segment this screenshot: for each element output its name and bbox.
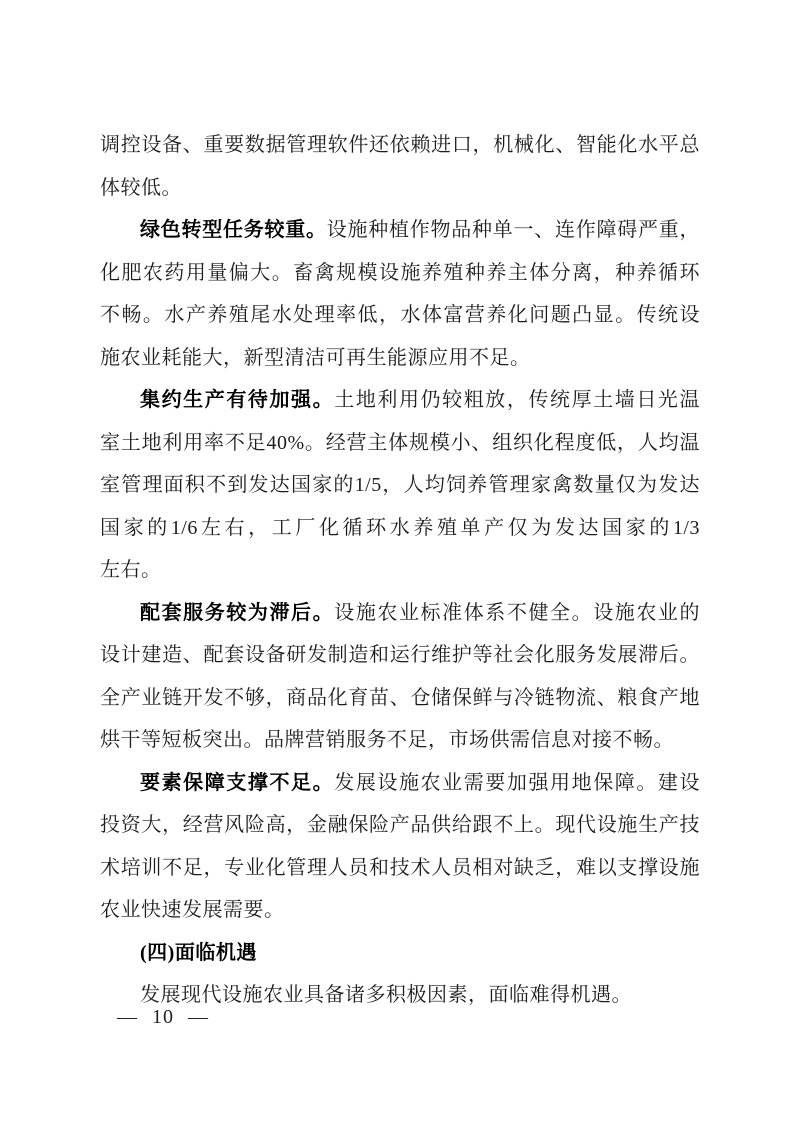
text-line: 配套服务较为滞后。设施农业标准体系不健全。设施农业的 [140,601,701,624]
text-line: 术培训不足，专业化管理人员和技术人员相对缺乏，难以支撑设施 [100,856,700,879]
text-line: 室土地利用率不足40%。经营主体规模小、组织化程度低，人均温 [100,431,700,454]
paragraph-green-transition [100,209,700,379]
text-line: 全产业链开发不够，商品化育苗、仓储保鲜与冷链物流、粮食产地 [100,686,700,709]
section-heading-opportunities [100,932,700,975]
text-line: (四)面临机遇 [140,941,257,964]
text-line: 施农业耗能大，新型清洁可再生能源应用不足。 [100,346,531,369]
paragraph-supporting-services [100,592,700,762]
text-line: 国家的1/6左右，工厂化循环水养殖单产仅为发达国家的1/3 [100,516,700,539]
text-line: 绿色转型任务较重。设施种植作物品种单一、连作障碍严重， [140,219,700,241]
paragraph-intensive-production [100,379,700,592]
text-line: 发展现代设施农业具备诸多积极因素，面临难得机遇。 [140,984,632,1006]
page-footer [117,1002,209,1032]
paragraph-lead-bold: 集约生产有待加强。 [140,389,335,411]
paragraph-lead-bold: 要素保障支撑不足。 [140,771,335,794]
text-line: 左右。 [100,559,162,581]
text-line: 设计建造、配套设备研发制造和运行维护等社会化服务发展滞后。 [100,644,700,666]
text-line: 投资大，经营风险高，金融保险产品供给跟不上。现代设施生产技 [100,814,700,836]
document-content [100,124,700,1017]
text-line: 烘干等短板突出。品牌营销服务不足，市场供需信息对接不畅。 [100,729,674,751]
text-line: 集约生产有待加强。土地利用仍较粗放，传统厚土墙日光温 [140,389,701,411]
paragraph-lead-bold: 绿色转型任务较重。 [140,219,327,241]
text-line: 调控设备、重要数据管理软件还依赖进口，机械化、智能化水平总 [100,134,700,156]
text-line: 室管理面积不到发达国家的1/5，人均饲养管理家禽数量仅为发达 [100,474,700,496]
paragraph-factor-support [100,762,700,932]
paragraph-continuation [100,124,700,209]
text-line: 农业快速发展需要。 [100,899,285,921]
text-line: 不畅。水产养殖尾水处理率低，水体富营养化问题凸显。传统设 [100,304,700,326]
text-line: 要素保障支撑不足。发展设施农业需要加强用地保障。建设 [140,771,701,794]
text-line: 化肥农药用量偏大。畜禽规模设施养殖种养主体分离，种养循环 [100,261,700,284]
page-number: — 10 — [117,1006,209,1028]
text-line: 体较低。 [100,176,182,199]
paragraph-lead-bold: 配套服务较为滞后。 [140,601,335,624]
